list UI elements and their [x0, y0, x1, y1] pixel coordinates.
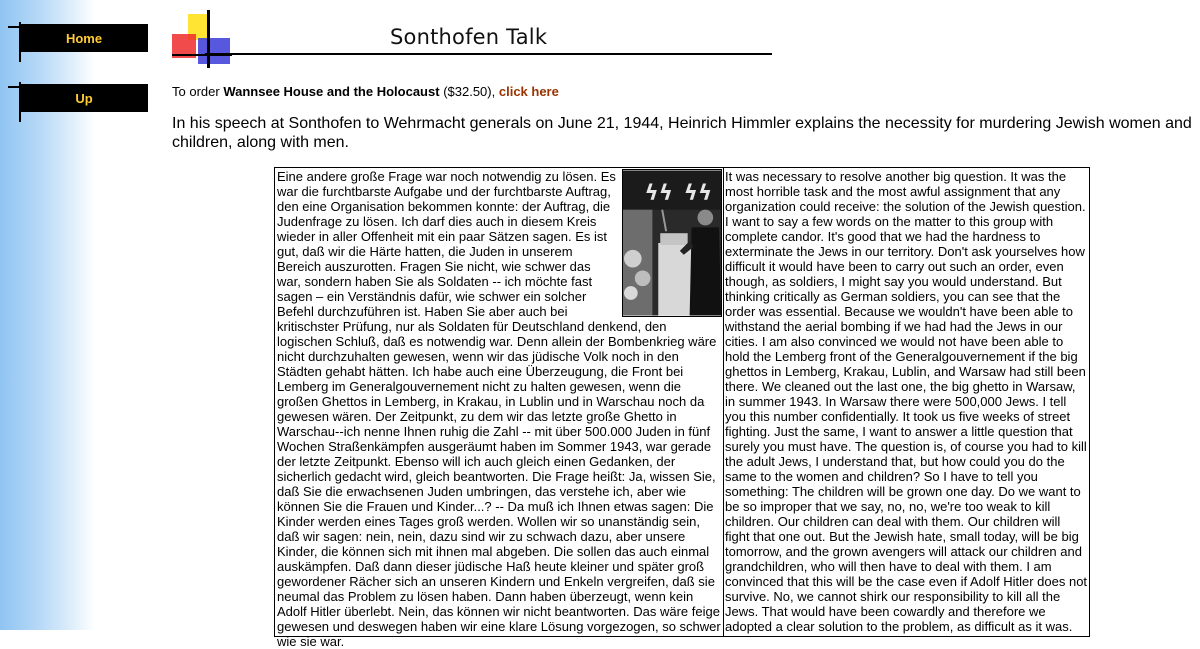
order-price: ($32.50),: [443, 84, 496, 99]
order-prefix: To order: [172, 84, 220, 99]
page-title: Sonthofen Talk: [390, 25, 548, 49]
order-line: [172, 84, 559, 99]
logo-vertical-bar: [207, 10, 210, 68]
banner-logo-graphic: [172, 10, 232, 70]
order-book-title: Wannsee House and the Holocaust: [223, 84, 440, 99]
svg-text:ϟϟ: ϟϟ: [683, 180, 713, 206]
nav-button-up-label[interactable]: Up: [20, 84, 148, 112]
banner-underline: [205, 53, 772, 55]
intro-paragraph: In his speech at Sonthofen to Wehrmacht generals on June 21, 1944, Heinrich Himmler explains the necessity for murdering Jewish women and children, along with men.: [172, 115, 1192, 151]
german-speech-text: Eine andere große Frage war noch notwendig zu lösen. Es war die furchtbarste Aufgabe und der furchtbarste Auftrag, den eine Organisation bekommen konnte: der Auftrag, die Judenfrage zu lösen. Ich darf dies auch in diesem Kreis wieder in aller Offenheit mit ein paar Sätzen sagen. Es ist gut, daß wir die Härte hatten, die Juden in unserem Bereich auszurotten. Fragen Sie nicht, wie schwer das war, sondern haben Sie als Soldaten -- ich möchte fast sagen – ein Verständnis dafür, wie schwer ein solcher Befehl durchzuführen ist. Haben Sie aber auch bei kritischster Prüfung, nur als Soldaten für Deutschland denkend, den logischen Schluß, daß es notwendig war. Denn allein der Bombenkrieg wäre nicht durchzuhalten gewesen, wenn wir das jüdische Volk noch in den Städten gehabt hätten. Ich habe auch eine Überzeugung, die Front bei Lemberg im Generalgouvernement nicht zu halten gewesen, wenn die großen Ghettos in Lemberg, in Krakau, in Lublin und in Warschau noch da gewesen wären. Der Zeitpunkt, zu dem wir das letzte große Ghetto in Warschau--ich nenne Ihnen ruhig die Zahl -- mit über 500.000 Juden in fünf Wochen Straßenkämpfen ausgeräumt haben im Sommer 1943, war gerade der letzte Zeitpunkt. Ebenso will ich auch gleich einen Gedanken, der sicherlich gedacht wird, gleich beantworten. Die Frage heißt: Ja, wissen Sie, daß Sie die erwachsenen Juden umbringen, das verstehe ich, aber wie können Sie die Frauen und Kinder...? -- Da muß ich Ihnen etwas sagen: Die Kinder werden eines Tages groß werden. Wollen wir so unanständig sein, daß wir sagen: nein, nein, dazu sind wir zu schwach dazu, aber unsere Kinder, die können sich mit ihnen mal abgeben. Die sollen das auch einmal auskämpfen. Daß dann dieser jüdische Haß heute kleiner und später groß gewordener Rächer sich an unseren Kindern und Enkeln vergreifen, daß sie neumal das Problem zu lösen haben. Dann haben überzeugt, wenn kein Adolf Hitler überlebt. Nein, das können wir nicht beantworten. Das wäre feige gewesen und deswegen haben wir eine klare Lösung vorgezogen, so schwer wie sie war.: [277, 169, 721, 649]
logo-blue-square: [198, 38, 230, 64]
order-click-here-link[interactable]: click here: [498, 84, 559, 99]
himmler-speech-photo: [622, 169, 722, 317]
english-text-column: [724, 168, 1089, 636]
logo-white-square: [208, 14, 230, 38]
svg-text:ϟϟ: ϟϟ: [644, 180, 673, 206]
english-speech-text: It was necessary to resolve another big question. It was the most horrible task and the most awful assignment that any organization could receive: the solution of the Jewish question. I want to say a few words on the matter to this group with complete candor. It's good that we had the hardness to exterminate the Jews in our territory. Don't ask yourselves how difficult it would have been to carry out such an order, even though, as soldiers, I might say you would understand. But thinking critically as German soldiers, you can see that the order was essential. Because we wouldn't have been able to withstand the aerial bombing if we had had the Jews in our cities. I am also convinced we would not have been able to hold the Lemberg front of the Generalgouvernement if the big ghettos in Lemberg, Krakau, Lublin, and Warsaw had still been there. We cleaned out the last one, the big ghetto in Warsaw, in summer 1943. In Warsaw there were 500,000 Jews. I tell you this number confidentially. It took us five weeks of street fighting. Just the same, I want to answer a little question that surely you must have. The question is, of course you had to kill the adult Jews, I understand that, but how could you do the same to the women and children? So I have to tell you something: The children will be grown one day. Do we want to be so improper that we say, no, no, we're too weak to kill children. Our children can deal with them. Our children will fight that one out. But the Jewish hate, small today, will be big tomorrow, and the grown avengers will attack our children and grandchildren, who will then have to deal with them. I am convinced that this will be the case even if Adolf Hitler does not survive. No, we cannot shirk our responsibility to kill all the Jews. That would have been cowardly and therefore we adopted a clear solution to the problem, as difficult as it was.: [725, 169, 1088, 634]
bilingual-text-table: [274, 167, 1090, 649]
nav-button-home-label[interactable]: Home: [20, 24, 148, 52]
nav-button-up[interactable]: [8, 82, 148, 122]
german-text-column: [275, 168, 724, 649]
nav-button-home[interactable]: [8, 22, 148, 62]
